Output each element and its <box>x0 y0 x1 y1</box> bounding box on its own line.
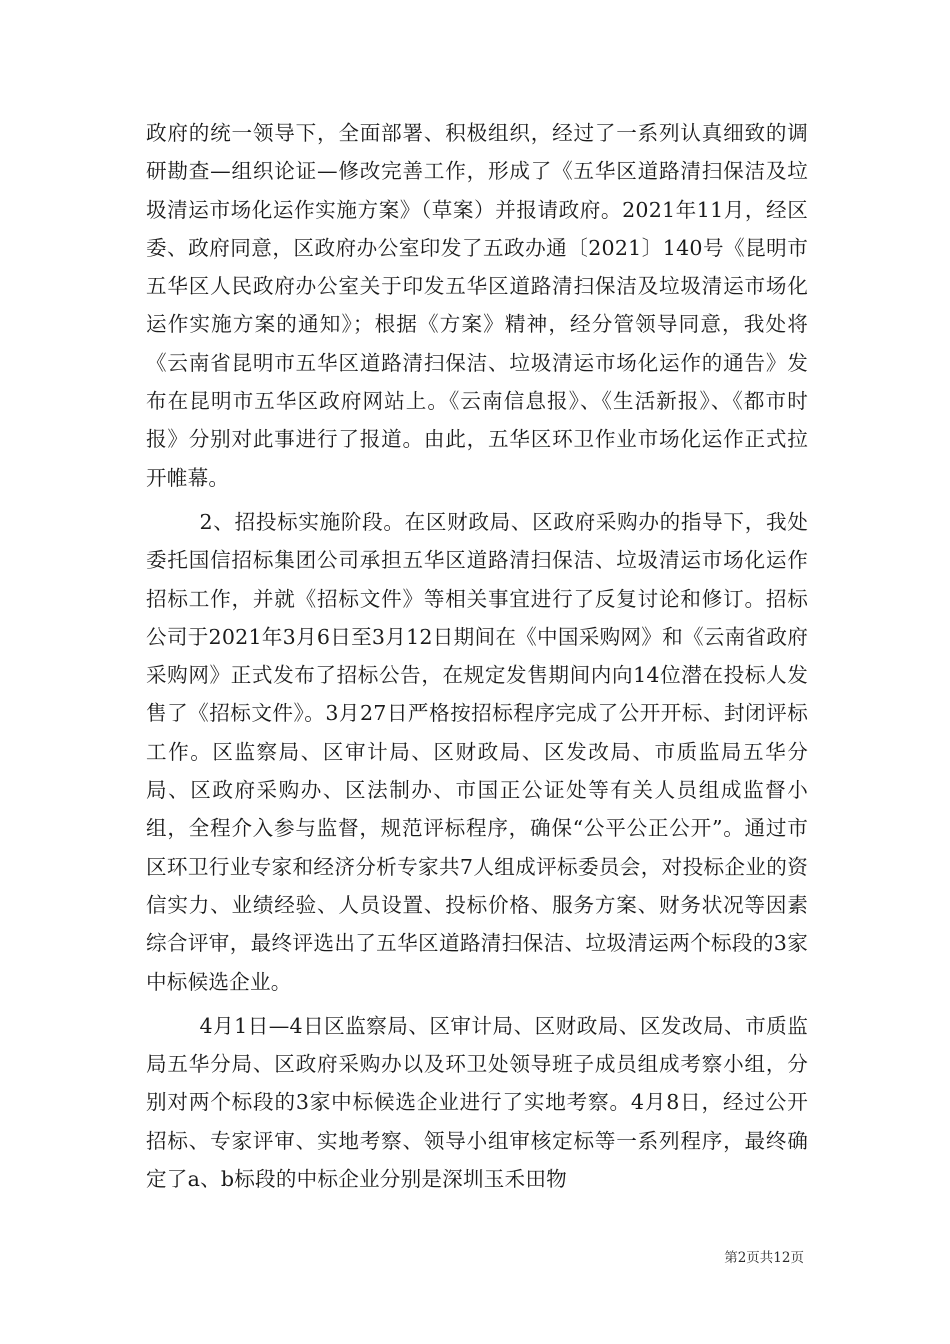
paragraph-1: 政府的统一领导下，全面部署、积极组织，经过了一系列认真细致的调研勘查—组织论证—修改完善工作，形成了《五华区道路清扫保洁及垃圾清运市场化运作实施方案》（草案）并报请政府。2021年11月，经区委、政府同意，区政府办公室印发了五政办通〔2021〕140号《昆明市五华区人民政府办公室关于印发五华区道路清扫保洁及垃圾清运市场化运作实施方案的通知》；根据《方案》精神，经分管领导同意，我处将《云南省昆明市五华区道路清扫保洁、垃圾清运市场化运作的通告》发布在昆明市五华区政府网站上。《云南信息报》、《生活新报》、《都市时报》分别对此事进行了报道。由此，五华区环卫作业市场化运作正式拉开帷幕。 <box>146 121 808 490</box>
document-body <box>146 114 808 1198</box>
paragraph-3: 4月1日—4日区监察局、区审计局、区财政局、区发改局、市质监局五华分局、区政府采购办以及环卫处领导班子成员组成考察小组，分别对两个标段的3家中标候选企业进行了实地考察。4月8日，经过公开招标、专家评审、实地考察、领导小组审核定标等一系列程序，最终确定了a、b标段的中标企业分别是深圳玉禾田物 <box>146 1013 808 1192</box>
paragraph-2: 2、招投标实施阶段。在区财政局、区政府采购办的指导下，我处委托国信招标集团公司承担五华区道路清扫保洁、垃圾清运市场化运作招标工作，并就《招标文件》等相关事宜进行了反复讨论和修订。招标公司于2021年3月6日至3月12日期间在《中国采购网》和《云南省政府采购网》正式发布了招标公告，在规定发售期间内向14位潜在投标人发售了《招标文件》。3月27日严格按招标程序完成了公开开标、封闭评标工作。区监察局、区审计局、区财政局、区发改局、市质监局五华分局、区政府采购办、区法制办、市国正公证处等有关人员组成监督小组，全程介入参与监督，规范评标程序，确保“公平公正公开”。通过市区环卫行业专家和经济分析专家共7人组成评标委员会，对投标企业的资信实力、业绩经验、人员设置、投标价格、服务方案、财务状况等因素综合评审，最终评选出了五华区道路清扫保洁、垃圾清运两个标段的3家中标候选企业。 <box>146 509 808 994</box>
page-number-footer: 第2页共12页 <box>724 1250 804 1266</box>
